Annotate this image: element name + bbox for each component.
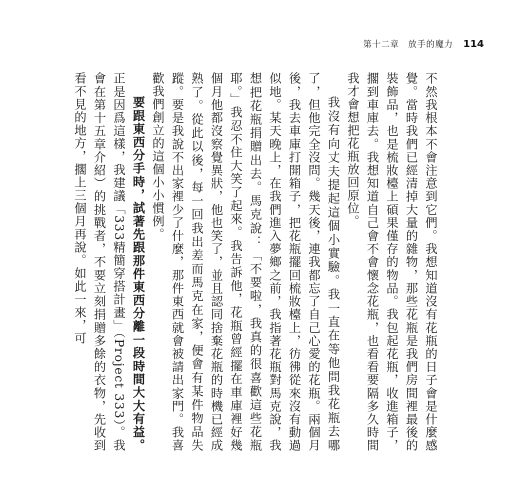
paragraph	[70, 72, 148, 452]
paragraph-continuation: 正是因爲這樣，我建議「333精簡穿搭計畫」（Project 333）。我會在第十五章介紹）的挑戰者，不要立刻捐贈多餘的衣物，先收到看不見的地方，擱上三個月再說。如此一來，可	[73, 72, 126, 452]
paragraph: 我沒有向丈夫提起這個小實驗。我一直在等他問我花瓶去哪了，但他完全沒問。幾天後，連我都忘了自己心愛的花瓶。兩個月後，我去車庫打開箱子，把花瓶擺回梳妝檯上，彷彿從來沒有動過似地。某天晚上，在我們進入夢鄉之前，我指著花瓶對馬克說，我想把花瓶捐贈出去。馬克說：「不要啦，我真的很喜歡這些花瓶耶。」我忍不住大笑了起來。我告訴他，花瓶曾經擺在車庫裡好幾個月他都沒察覺異狀，他也笑了，並且認同捨棄花瓶的時機已經成熟了。從此以後，每一回我出差而馬克在家，便會有某件物品失蹤。要是我說不出家裡少了什麼，那件東西就會被請出家門。我喜歡我們創立的這個小小慣例。	[151, 72, 341, 452]
bold-lead-sentence: 要跟東西分手時，試著先跟那件東西分離一段時間大大有益。	[131, 96, 146, 452]
page-number: 114	[463, 39, 484, 50]
chapter-title: 第十二章 放手的魔力	[363, 40, 454, 50]
running-header	[363, 38, 484, 50]
paragraph: 不然我根本不會注意到它們。我想知道沒有花瓶的日子會是什麼感覺。當時我們已經清掉大量的雜物，那些花瓶是我們房間裡最後的裝飾品，也是梳妝檯上碩果僅存的物品。我包起花瓶，收進箱子，擱到車庫去。我想知道自己會不會懷念花瓶，也看看要隔多久時間我才會想把花瓶放回原位。	[346, 72, 438, 452]
body-text	[73, 72, 440, 452]
